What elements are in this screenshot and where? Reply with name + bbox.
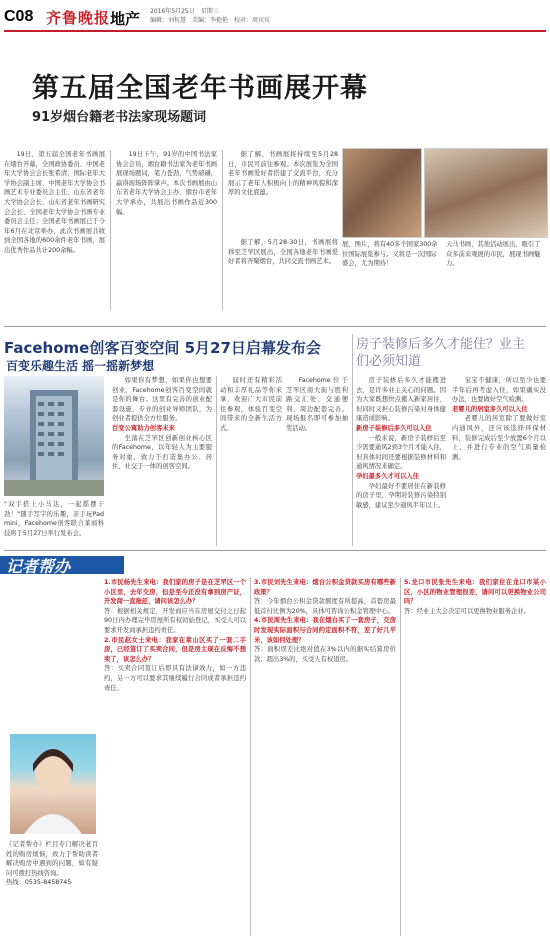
column-rule (222, 150, 223, 310)
article1-title: 第五届全国老年书画展开幕 (32, 73, 368, 104)
article3-col1: 房子装修后多久才能搬进去，是许多业主关心的问题。因为大家既想快点搬入新家居住，但同时又担心装修污染对身体健康造成影响。 新房子装修后多久可以入住 一般来说，新房子装修后至少需要通风2到3个月才能入住，但具体时间还要根据装修材料和通风情况来确定。 孕妇最多久才可以入住 孕妇最好不要居住在新装修的房子里，孕期对装修污染特别敏感，建议至少通风半年以上。 (356, 377, 446, 509)
article3-col2: 宝宝不健康，所以至少也要半年后再考虑入住，如果确实没办法，也要做好空气检测。 老婴儿的居室多久可以入住 老婴儿的居室除了要做好室内通风外，还应该选择环保材料，装修完成后至少放置6个月以上，并进行专业的空气质量检测。 (452, 377, 546, 461)
qa-col3: 5.龙口市民张先生来电：我们家住在龙口市某小区，小区的物业管理很差，请问可以更换物业公司吗？ 答：经业主大会决定可以更换物业服务企业。 (404, 579, 546, 615)
article2-col3: 届时还有精彩活动和丰厚礼品等你来拿，欢迎广大市民前往参观，体验百变空间带来的全新生活方式。 (220, 377, 282, 432)
article2-col4: Facehome位于芝罘区南大街与胜利路交汇处，交通便利，周边配套完善。现场报名即可参加抽奖活动。 (286, 377, 348, 432)
header-divider (4, 30, 546, 32)
qa-col1: 1.市民杨先生来电：我们家的房子是在芝罘区一个小区里，去年交房，但是至今还没有拿到房产证，开发商一直拖延，请问该怎么办？ 答：根据相关规定，开发商应当在房屋交付之日起90日内办理完毕房屋所有权初始登记，买受人可以要求开发商承担违约责任。 2.市民赵女士来电：我家在莱山区买了一套二手房，已经签订了买卖合同，但是房主现在反悔不想卖了，该怎么办？ 答：买卖合同签订后即具有法律效力，如一方违约，另一方可以要求其继续履行合同或者承担违约责任。 (104, 579, 246, 692)
newspaper-logo: 齐鲁晚报 (46, 9, 111, 27)
building-illustration (4, 376, 104, 496)
article2-subtitle: 百变乐趣生活 摇一摇新梦想 (6, 359, 155, 373)
qa-hotline: 热线：0535-8458745 (6, 879, 72, 887)
reporter-portrait (10, 734, 96, 834)
column-rule (110, 150, 111, 310)
article1-photo-left (342, 148, 422, 238)
header-meta (150, 7, 450, 25)
header-date: 2016年5月25日 星期三 (150, 8, 219, 15)
article1-caption-right: 天马书画，其他活动展出，吸引了众多前来观展的市民，展现书画魅力。 (446, 241, 541, 268)
column-rule (216, 376, 217, 546)
article1-col1: 19日，第五届全国老年书画展在烟台开幕，全国政协委员、中国老年大学协会会长张希清，国际老年大学协会副主席、中国老年大学协会书画艺术专业委员会主任、山东省老年大学协会会长、山东省老年书画研究会会长、全国老年大学协会书画专业委员会主任；全国老年书画展已于今年6月在北京举办，此次书画展共收到全国各地的600余件老年书画，展出优秀作品共计200余幅。 (4, 151, 105, 254)
column-rule (250, 578, 251, 936)
article3-subhead-3: 老婴儿的居室多久可以入住 (452, 405, 528, 413)
qa-col2: 3.市民刘先生来电：烟台公积金贷款买房有哪些新政策？ 答：今年烟台公积金贷款额度有所提高，首套房最低首付比例为20%，具体可咨询公积金管理中心。 4.市民周先生来电：我在烟台买了一套房子，交房时发现实际面积与合同约定面积不符，差了好几平米，该如何处理？ 答：面积误差比绝对值在3%以内的据实结算房价款；超出3%的，买受人有权退房。 (254, 579, 396, 663)
article1-col3: 据了解，书画展将持续至5月28日，市民可前往参观。本次展览为全国老年书画爱好者搭建了交流平台，充分展示了老年人积极向上的精神风貌和深厚的文化底蕴。 (228, 151, 338, 197)
article2-photo-caption: "双手搭上小马达，一起摇摆干劲！"随手写字的乐趣，亲手玩Pad mini，Facehome创客联合莱商科技将于5月27日举行发布会。 (4, 501, 104, 537)
article1-subtitle: 91岁烟台籍老书法家现场题词 (32, 110, 207, 125)
qa-banner: 记者帮办 (6, 557, 71, 576)
building-photo (4, 376, 104, 496)
section-divider (4, 550, 546, 551)
article2-title: Facehome创客百变空间 5月27日启幕发布会 (4, 339, 321, 357)
page-number: C08 (4, 8, 34, 25)
qa-intro: 《记者帮办》栏目专门解决老百姓的购房烦恼，致力于帮助读者解决购房中遇到的问题，如有疑问可拨打热线咨询。 热线：0535-8458745 (6, 841, 98, 887)
column-rule (352, 334, 353, 546)
reporter-avatar (10, 734, 96, 834)
header-editors: 编辑：刘杭慧 美编：李艳艳 校对：周宾宾 (150, 17, 271, 24)
article1-col4: 据了解，5月28-30日，书画展将移至芝罘区展出，全国各地老年书画爱好者将齐聚烟台，共同交流书画艺术。 (228, 239, 338, 266)
article1-caption-left: 展，图片，将有40多个国家300余位国际展览参与。又将是一次国际盛会，尤为期待！ (342, 241, 438, 268)
article2-subhead: 百变公寓助力创客未来 (112, 424, 175, 432)
article1-col2: 19日下午，91岁的中国书法家协会会员，烟台籍书法家为老年书画展现场题词，笔力苍劲，气势磅礴，赢得现场阵阵掌声。本次书画展由山东省老年大学协会主办，烟台市老年大学承办，共展出书画作品近300幅。 (116, 151, 217, 216)
section-divider (4, 326, 546, 327)
article3-subhead-2: 孕妇最多久才可以入住 (356, 472, 419, 480)
article3-subhead-1: 新房子装修后多久可以入住 (356, 424, 432, 432)
article2-col2: 如果你有梦想，如果你也想要创业，Facehome创客百变空间就是你的舞台。这里有完善的创业配套设施，专业的创业导师团队，为创业者提供全方位服务。 百变公寓助力创客未来 坐落在芝罘区创新创业核心区的Facehome，以年轻人为主要服务对象，致力于打造集办公、居住、社交于一体的创客空间。 (112, 377, 212, 471)
article1-photo-right (424, 148, 548, 238)
column-rule (400, 578, 401, 936)
section-title: 地产 (110, 10, 141, 28)
article3-title: 房子装修后多久才能住？业主们必须知道 (356, 337, 526, 369)
